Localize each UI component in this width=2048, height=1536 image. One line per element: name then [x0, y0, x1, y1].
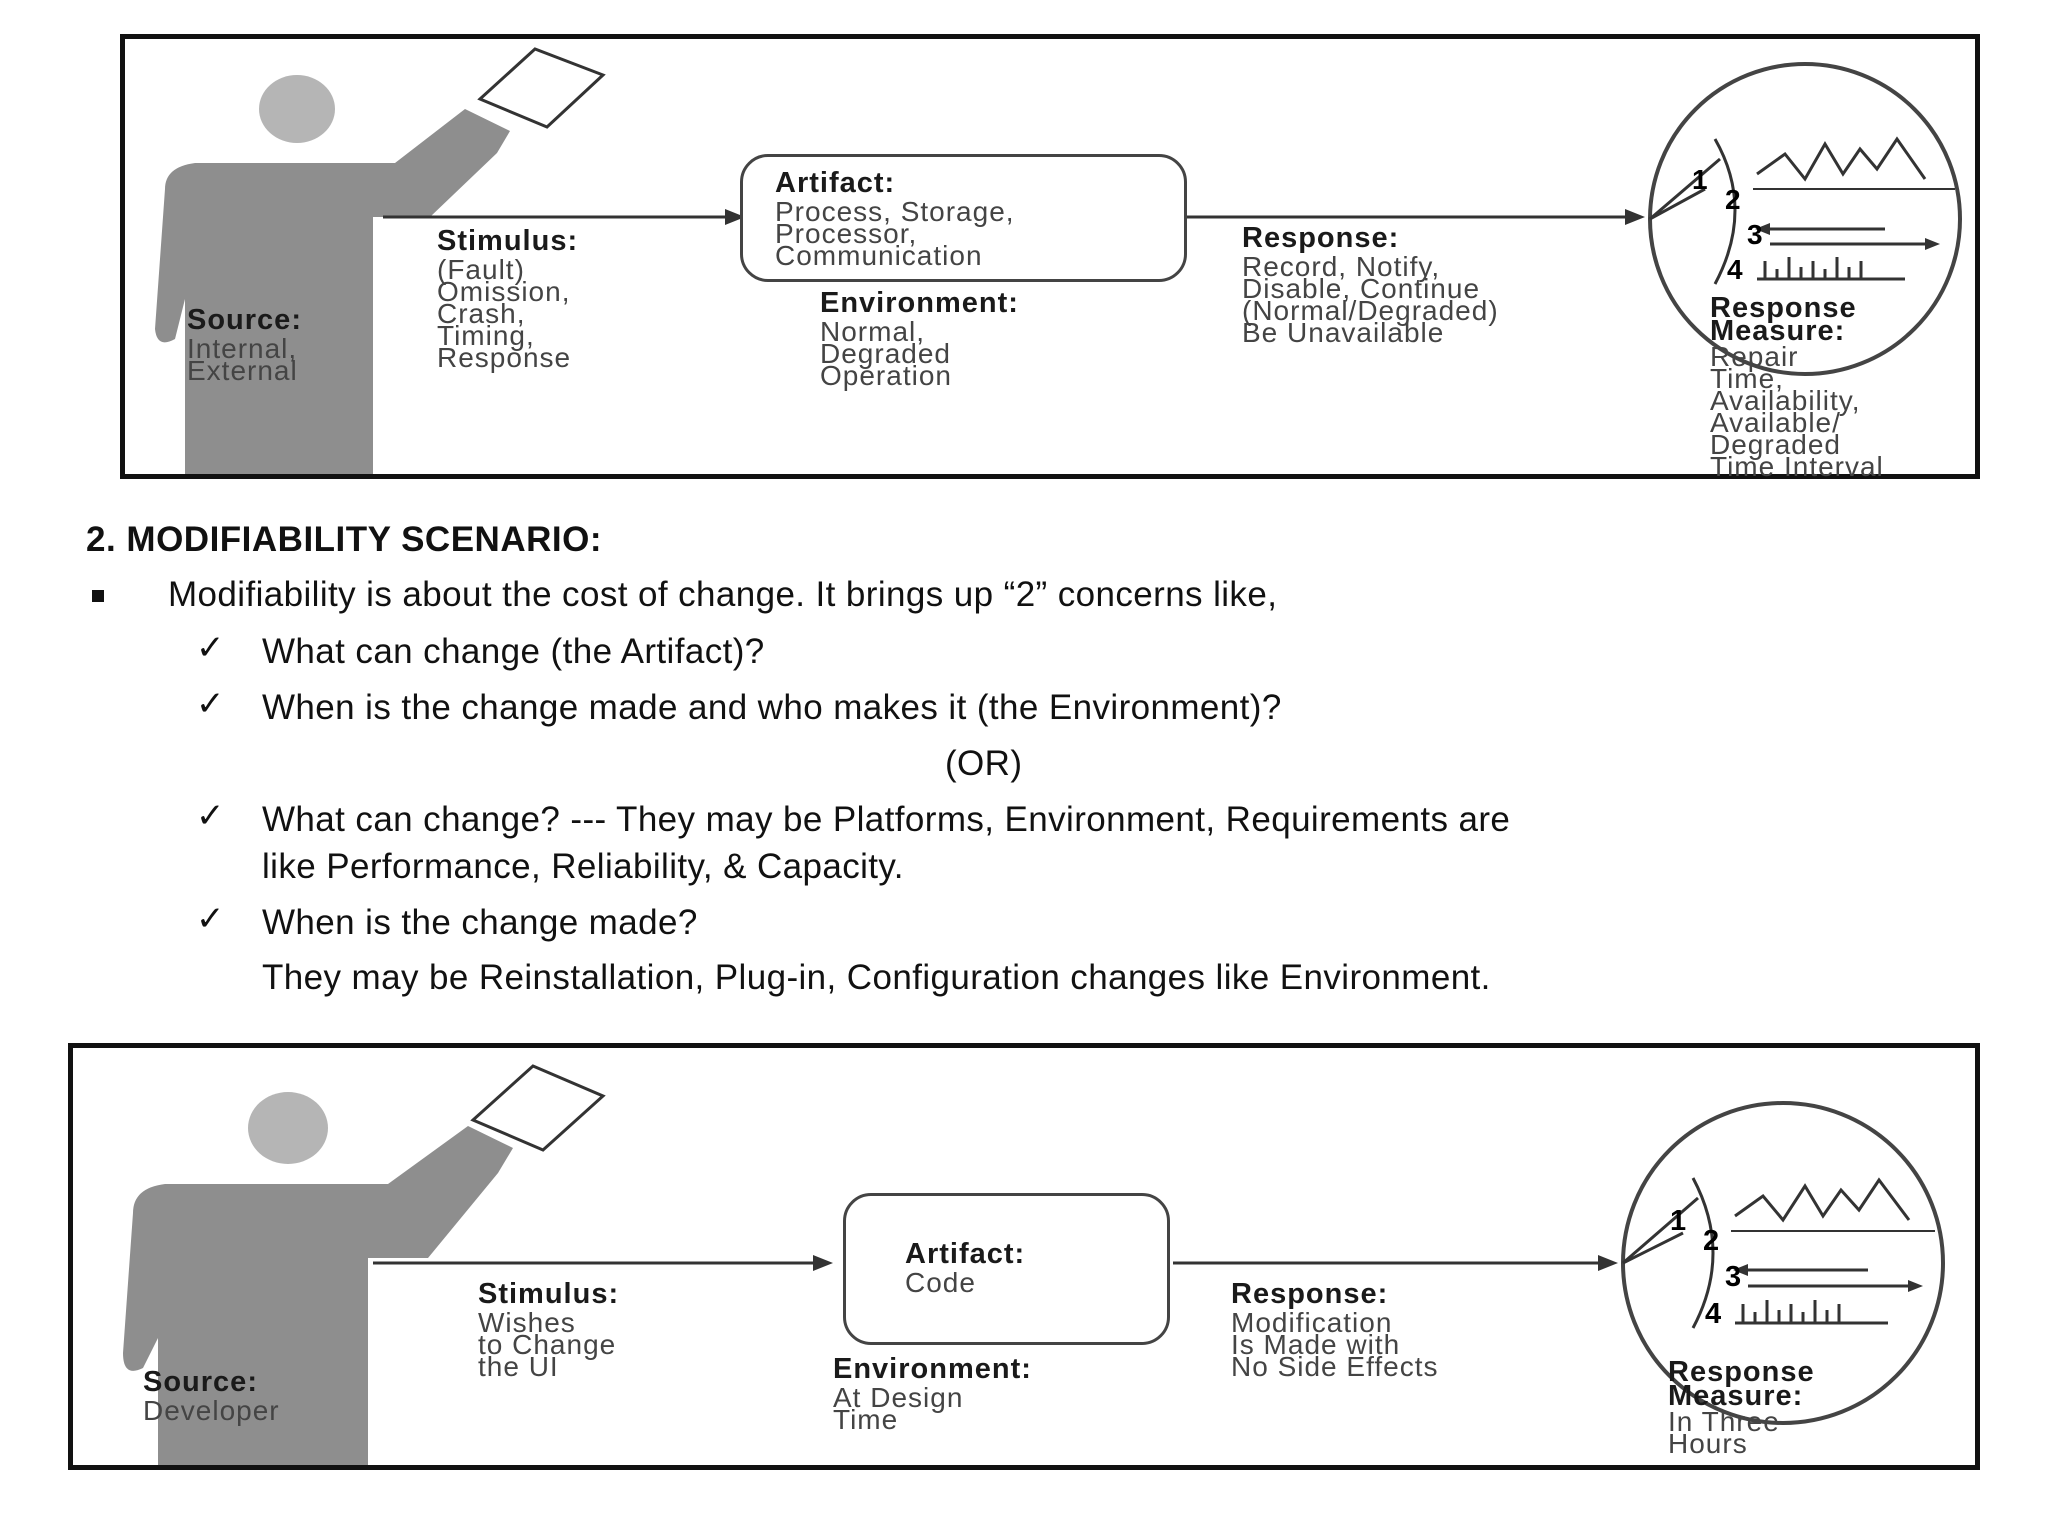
stimulus-head: Stimulus: [437, 225, 579, 257]
stimulus-label: Stimulus: (Fault) Omission, Crash, Timing, Response [437, 225, 579, 373]
checkmark-icon: ✓ [196, 899, 225, 939]
clock-number-4: 4 [1727, 254, 1743, 285]
artifact-head: Artifact: [905, 1238, 1026, 1270]
clock-number-3: 3 [1725, 1261, 1742, 1293]
stimulus-label: Stimulus: Wishes to Change the UI [478, 1278, 620, 1382]
checkmark-icon: ✓ [196, 796, 225, 836]
clock-number-2: 2 [1725, 184, 1741, 215]
artifact-label: Artifact: Code [905, 1238, 1026, 1298]
check-item-4: When is the change made? [262, 903, 698, 942]
artifact-head: Artifact: [775, 167, 896, 199]
environment-label: Environment: Normal, Degraded Operation [820, 287, 1019, 391]
document-icon [473, 1066, 603, 1150]
response-measure-label: Response Measure: In Three Hours [1668, 1356, 1815, 1459]
check-item-1: What can change (the Artifact)? [262, 632, 765, 671]
document-icon [480, 49, 603, 127]
source-head: Source: [143, 1366, 258, 1398]
check-item-4-line2: They may be Reinstallation, Plug-in, Configuration changes like Environment. [262, 958, 1491, 997]
stimulus-head: Stimulus: [478, 1278, 620, 1310]
or-separator: (OR) [945, 744, 1023, 783]
modifiability-scenario-diagram [68, 1043, 1980, 1470]
response-measure-label: Response Measure: Repair Time, Availability, Available/ Degraded Time Interval [1710, 292, 1884, 482]
bullet-icon [92, 590, 104, 602]
intro-bullet: Modifiability is about the cost of change. It brings up “2” concerns like, [168, 575, 1278, 614]
environment-label: Environment: At Design Time [833, 1353, 1032, 1435]
response-label: Response: Record, Notify, Disable, Continue (Normal/Degraded) Be Unavailable [1242, 222, 1499, 348]
section-title: 2. MODIFIABILITY SCENARIO: [86, 520, 602, 559]
response-head: Response: [1242, 222, 1400, 254]
check-item-3-line1: What can change? --- They may be Platforms, Environment, Requirements are [262, 800, 1511, 839]
clock-number-2: 2 [1703, 1225, 1720, 1257]
checkmark-icon: ✓ [196, 684, 225, 724]
clock-number-4: 4 [1705, 1298, 1722, 1330]
clock-number-1: 1 [1670, 1205, 1687, 1237]
source-label: Source: Developer [143, 1366, 280, 1426]
checkmark-icon: ✓ [196, 628, 225, 668]
environment-head: Environment: [833, 1353, 1032, 1385]
environment-head: Environment: [820, 287, 1019, 319]
response-label: Response: Modification Is Made with No Side Effects [1231, 1278, 1439, 1382]
source-head: Source: [187, 304, 302, 336]
clock-number-1: 1 [1692, 164, 1708, 195]
source-label: Source: Internal, External [187, 304, 302, 386]
check-item-3-line2: like Performance, Reliability, & Capacity. [262, 847, 904, 886]
availability-scenario-diagram [120, 34, 1980, 482]
check-item-2: When is the change made and who makes it (the Environment)? [262, 688, 1282, 727]
artifact-label: Artifact: Process, Storage, Processor, Communication [775, 167, 1015, 271]
clock-number-3: 3 [1747, 219, 1763, 250]
response-head: Response: [1231, 1278, 1389, 1310]
